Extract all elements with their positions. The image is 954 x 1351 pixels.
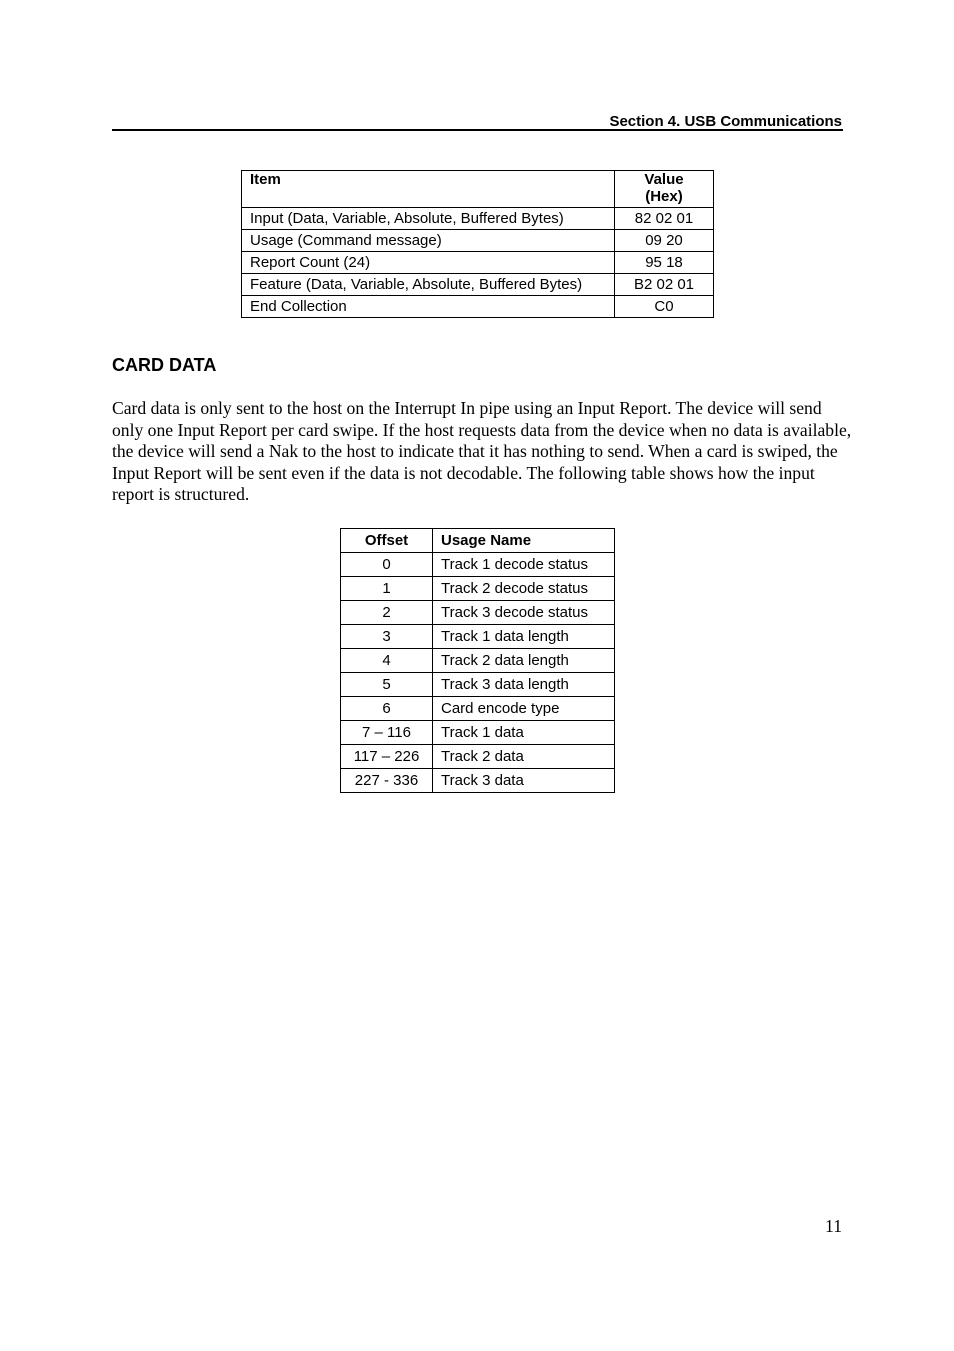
usage-name-cell: Track 1 data: [433, 721, 615, 745]
table-row: [341, 625, 615, 649]
offset-cell: 5: [341, 673, 433, 697]
report-descriptor-table: [241, 170, 714, 318]
column-header-usage-name: Usage Name: [433, 529, 615, 553]
usage-name-cell: Track 1 data length: [433, 625, 615, 649]
item-cell: Input (Data, Variable, Absolute, Buffered Bytes): [242, 208, 615, 230]
table-row: [242, 252, 714, 274]
offset-cell: 117 – 226: [341, 745, 433, 769]
usage-name-cell: Track 3 decode status: [433, 601, 615, 625]
offset-cell: 3: [341, 625, 433, 649]
usage-name-cell: Track 2 data length: [433, 649, 615, 673]
table-row: [341, 553, 615, 577]
table-header-row: [341, 529, 615, 553]
item-cell: End Collection: [242, 296, 615, 318]
usage-name-cell: Track 2 data: [433, 745, 615, 769]
column-header-offset: Offset: [341, 529, 433, 553]
value-cell: 82 02 01: [615, 208, 714, 230]
card-data-paragraph: Card data is only sent to the host on the Interrupt In pipe using an Input Report. The device will send only one Input Report per card swipe. If the host requests data from the device when no data is available, the device will send a Nak to the host to indicate that it has nothing to send. When a card is swiped, the Input Report will be sent even if the data is not decodable. The following table shows how the input report is structured.: [112, 398, 852, 505]
offset-cell: 7 – 116: [341, 721, 433, 745]
offset-cell: 4: [341, 649, 433, 673]
usage-name-cell: Track 2 decode status: [433, 577, 615, 601]
usage-name-cell: Track 3 data: [433, 769, 615, 793]
column-header-value: [615, 171, 714, 208]
offset-cell: 1: [341, 577, 433, 601]
value-cell: B2 02 01: [615, 274, 714, 296]
value-cell: 09 20: [615, 230, 714, 252]
table-row: [341, 769, 615, 793]
usage-name-cell: Card encode type: [433, 697, 615, 721]
table-row: [341, 649, 615, 673]
offset-cell: 227 - 336: [341, 769, 433, 793]
header-rule: [112, 129, 843, 131]
section-header: Section 4. USB Communications: [609, 113, 842, 130]
offset-cell: 6: [341, 697, 433, 721]
table-row: [341, 601, 615, 625]
table-row: [242, 274, 714, 296]
item-cell: Usage (Command message): [242, 230, 615, 252]
table-row: [341, 721, 615, 745]
table-row: [242, 208, 714, 230]
table-row: [341, 577, 615, 601]
table-row: [341, 673, 615, 697]
table-row: [341, 745, 615, 769]
usage-name-cell: Track 3 data length: [433, 673, 615, 697]
table-row: [242, 230, 714, 252]
input-report-table: [340, 528, 615, 793]
offset-cell: 2: [341, 601, 433, 625]
table-header-row: [242, 171, 714, 208]
column-header-item: Item: [242, 171, 615, 208]
value-cell: 95 18: [615, 252, 714, 274]
value-cell: C0: [615, 296, 714, 318]
column-header-value-line2: (Hex): [645, 188, 683, 205]
page-number: 11: [825, 1216, 842, 1236]
item-cell: Report Count (24): [242, 252, 615, 274]
card-data-heading: CARD DATA: [112, 355, 217, 375]
offset-cell: 0: [341, 553, 433, 577]
item-cell: Feature (Data, Variable, Absolute, Buffered Bytes): [242, 274, 615, 296]
column-header-value-line1: Value: [644, 171, 684, 188]
table-row: [341, 697, 615, 721]
usage-name-cell: Track 1 decode status: [433, 553, 615, 577]
table-row: [242, 296, 714, 318]
